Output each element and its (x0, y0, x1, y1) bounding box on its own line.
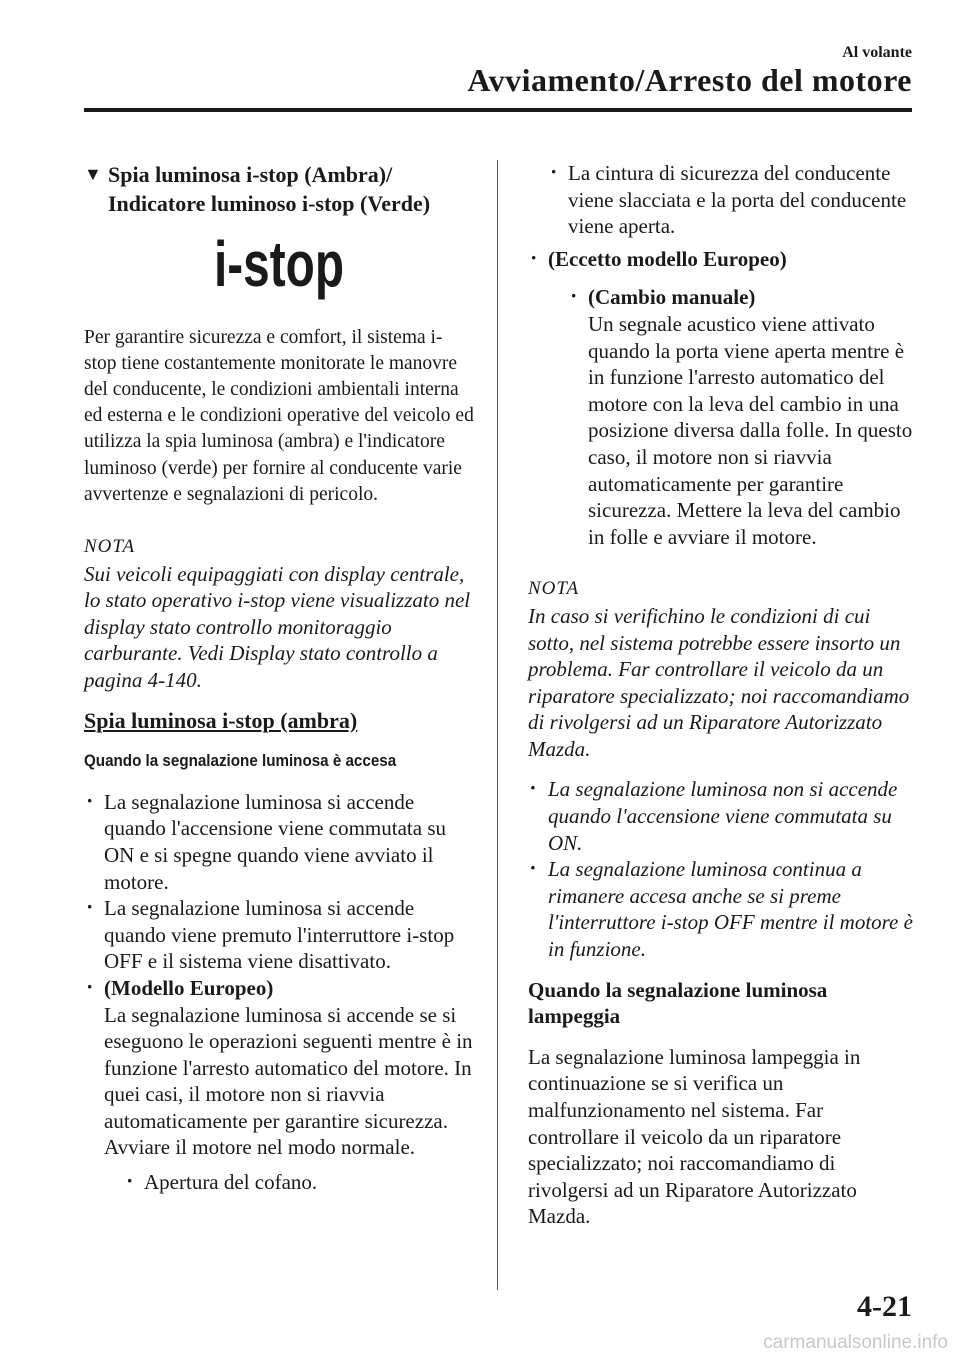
list-item: · La cintura di sicurezza del conducente viene slacciata e la porta del conducente viene aperta. (548, 160, 918, 240)
triangle-down-icon: ▼ (84, 164, 102, 184)
nota-label: NOTA (84, 536, 136, 558)
nota-label: NOTA (528, 578, 580, 600)
list-item (528, 246, 918, 551)
i-stop-indicator-icon (84, 228, 474, 311)
section-title-line-1: Spia luminosa i-stop (Ambra)/ (108, 162, 393, 187)
euro-label: (Modello Europeo) (104, 975, 274, 1000)
list-item (568, 284, 918, 550)
list-item: · Apertura del cofano. (124, 1169, 474, 1196)
page-number: 4-21 (857, 1290, 912, 1323)
column-divider (497, 160, 498, 1290)
nested-bullet-list (124, 1169, 474, 1196)
continued-bullet-list (548, 160, 918, 240)
except-bullet-list (528, 246, 918, 551)
list-item: · La segnalazione luminosa si accende quando viene premuto l'interruttore i-stop OFF e il sistema viene disattivato. (84, 895, 474, 975)
euro-text: La segnalazione luminosa si accende se si eseguono le operazioni seguenti mentre è in funzione l'arresto automatico del motore. In quei casi, il motore non si riavvia automaticamente per garantire sicurezza. Avviare il motore nel modo normale. (104, 1002, 473, 1160)
list-item: · La segnalazione luminosa continua a rimanere accesa anche se si preme l'interruttore i-stop OFF mentre il motore è in funzione. (528, 856, 918, 962)
watermark: carmanualsonline.info (763, 1332, 948, 1353)
manual-text: Un segnale acustico viene attivato quando la porta viene aperta mentre è in funzione l'arresto automatico del motore con la leva del cambio in una posizione diversa dalla folle. In questo caso, il motore non si riavvia automaticamente per garantire sicurezza. Mettere la leva del cambio in folle e avviare il motore. (588, 311, 913, 549)
flash-title: Quando la segnalazione luminosa lampeggia (528, 977, 828, 1029)
list-item (84, 975, 474, 1196)
list-item: · La segnalazione luminosa si accende quando l'accensione viene commutata su ON e si spegne quando viene avviato il motore. (84, 789, 474, 895)
i-stop-logo-text: i-stop (214, 228, 344, 300)
page-title: Avviamento/Arresto del motore (467, 62, 912, 98)
except-label: (Eccetto modello Europeo) (548, 246, 787, 271)
intro-paragraph: Per garantire sicurezza e comfort, il sistema i-stop tiene costantemente monitorate le manovre del conducente, le condizioni ambientali interna ed esterna e le condizioni operative del veicolo ed utilizza la spia luminosa (ambra) e l'indicatore luminoso (verde) per fornire al conducente varie avvertenze e segnalazioni di pericolo. (84, 326, 474, 505)
flash-paragraph: La segnalazione luminosa lampeggia in continuazione se si verifica un malfunzionamento nel sistema. Far controllare il veicolo da un riparatore specializzato; noi raccomandiamo di rivolgersi ad un Riparatore Autorizzato Mazda. (528, 1044, 861, 1229)
section-title (84, 160, 474, 218)
list-item: · La segnalazione luminosa non si accende quando l'accensione viene commutata su ON. (528, 776, 918, 856)
bullet-list (84, 789, 474, 1196)
left-column (84, 160, 474, 1196)
header-section: Al volante (842, 44, 912, 61)
manual-label: (Cambio manuale) (588, 285, 756, 310)
nota-text: Sui veicoli equipaggiati con display centrale, lo stato operativo i-stop viene visualizzato nel display stato controllo monitoraggio carburante. Vedi Display stato controllo a pagina 4-140. (84, 561, 471, 692)
header-rule (84, 108, 912, 112)
nota-bullet-list (528, 776, 918, 962)
subsubsection-title: Quando la segnalazione luminosa è accesa (84, 752, 397, 771)
right-column (528, 160, 918, 1242)
nota-text: In caso si verifichino le condizioni di cui sotto, nel sistema potrebbe essere insorto un problema. Far controllare il veicolo da un riparatore specializzato; noi raccomandiamo di rivolgersi ad un Riparatore Autorizzato Mazda. (528, 603, 910, 761)
nested-bullet-list (568, 284, 918, 550)
subsection-title: Spia luminosa i-stop (ambra) (84, 707, 358, 733)
section-title-line-2: Indicatore luminoso i-stop (Verde) (108, 191, 431, 216)
